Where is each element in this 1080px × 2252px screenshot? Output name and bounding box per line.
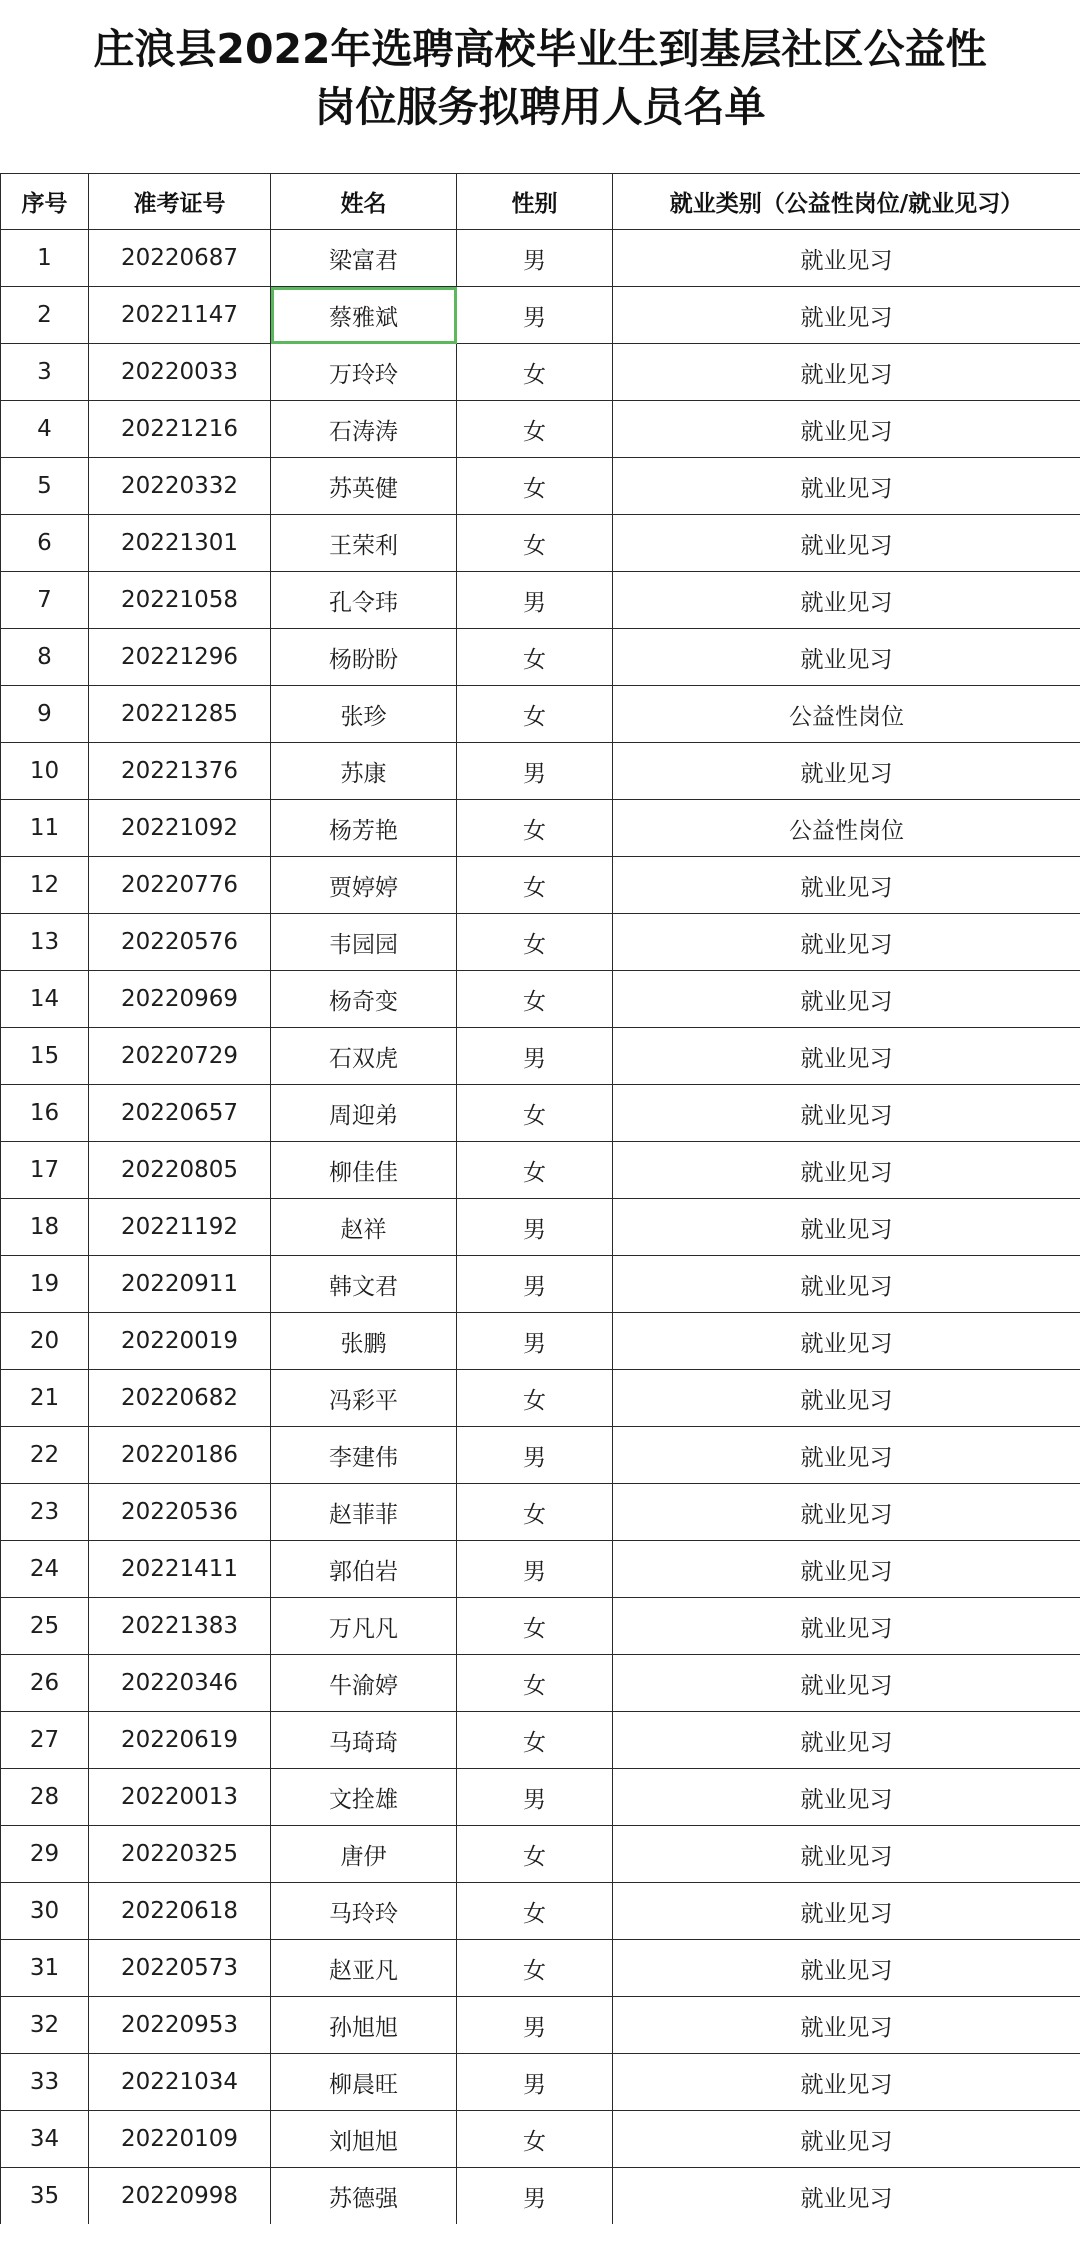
exam-id-cell[interactable]: 20220657 (89, 1085, 271, 1142)
name-cell[interactable]: 刘旭旭 (271, 2111, 457, 2168)
header-exam-id: 准考证号 (89, 174, 271, 230)
seq-cell[interactable]: 2 (1, 287, 89, 344)
category-cell[interactable]: 就业见习 (613, 743, 1080, 800)
category-cell[interactable]: 就业见习 (613, 1085, 1080, 1142)
category-cell[interactable]: 就业见习 (613, 914, 1080, 971)
gender-cell[interactable]: 女 (457, 515, 613, 572)
category-cell[interactable]: 就业见习 (613, 1598, 1080, 1655)
exam-id-cell[interactable]: 20220953 (89, 1997, 271, 2054)
category-cell[interactable]: 就业见习 (613, 2168, 1080, 2225)
gender-cell[interactable]: 男 (457, 287, 613, 344)
seq-cell[interactable]: 23 (1, 1484, 89, 1541)
exam-id-cell[interactable]: 20221301 (89, 515, 271, 572)
exam-id-cell[interactable]: 20221147 (89, 287, 271, 344)
seq-cell[interactable]: 15 (1, 1028, 89, 1085)
exam-id-cell[interactable]: 20221383 (89, 1598, 271, 1655)
exam-id-cell[interactable]: 20220911 (89, 1256, 271, 1313)
table-row (1, 1598, 1080, 1655)
name-cell[interactable]: 万凡凡 (271, 1598, 457, 1655)
seq-cell[interactable]: 26 (1, 1655, 89, 1712)
exam-id-cell[interactable]: 20220805 (89, 1142, 271, 1199)
table-row (1, 230, 1080, 287)
seq-cell[interactable]: 4 (1, 401, 89, 458)
table-row (1, 914, 1080, 971)
category-cell[interactable]: 就业见习 (613, 515, 1080, 572)
table-row (1, 1769, 1080, 1826)
name-cell[interactable]: 韦园园 (271, 914, 457, 971)
seq-cell[interactable]: 29 (1, 1826, 89, 1883)
seq-cell[interactable]: 19 (1, 1256, 89, 1313)
exam-id-cell[interactable]: 20221411 (89, 1541, 271, 1598)
gender-cell[interactable]: 女 (457, 1826, 613, 1883)
table-row (1, 629, 1080, 686)
table-row (1, 1370, 1080, 1427)
document-title (0, 20, 1080, 136)
table-row (1, 1484, 1080, 1541)
seq-cell[interactable]: 18 (1, 1199, 89, 1256)
gender-cell[interactable]: 男 (457, 1313, 613, 1370)
name-cell[interactable]: 张珍 (271, 686, 457, 743)
gender-cell[interactable]: 男 (457, 2168, 613, 2225)
name-cell[interactable]: 杨盼盼 (271, 629, 457, 686)
category-cell[interactable]: 就业见习 (613, 572, 1080, 629)
roster-table (0, 173, 1080, 2224)
table-row (1, 572, 1080, 629)
table-row (1, 1940, 1080, 1997)
name-cell[interactable]: 柳晨旺 (271, 2054, 457, 2111)
seq-cell[interactable]: 34 (1, 2111, 89, 2168)
name-cell[interactable]: 孔令玮 (271, 572, 457, 629)
table-row (1, 971, 1080, 1028)
name-cell[interactable]: 苏英健 (271, 458, 457, 515)
name-cell[interactable]: 石涛涛 (271, 401, 457, 458)
category-cell[interactable]: 就业见习 (613, 1712, 1080, 1769)
exam-id-cell[interactable]: 20221034 (89, 2054, 271, 2111)
table-row (1, 1256, 1080, 1313)
gender-cell[interactable]: 男 (457, 1028, 613, 1085)
category-cell[interactable]: 就业见习 (613, 971, 1080, 1028)
table-row (1, 344, 1080, 401)
exam-id-cell[interactable]: 20220536 (89, 1484, 271, 1541)
seq-cell[interactable]: 21 (1, 1370, 89, 1427)
exam-id-cell[interactable]: 20221192 (89, 1199, 271, 1256)
seq-cell[interactable]: 1 (1, 230, 89, 287)
table-row (1, 1313, 1080, 1370)
exam-id-cell[interactable]: 20220729 (89, 1028, 271, 1085)
exam-id-cell[interactable]: 20221296 (89, 629, 271, 686)
gender-cell[interactable]: 女 (457, 1940, 613, 1997)
gender-cell[interactable]: 女 (457, 2111, 613, 2168)
name-cell[interactable]: 杨芳艳 (271, 800, 457, 857)
exam-id-cell[interactable]: 20220013 (89, 1769, 271, 1826)
name-cell[interactable]: 赵祥 (271, 1199, 457, 1256)
table-row (1, 1541, 1080, 1598)
seq-cell[interactable]: 27 (1, 1712, 89, 1769)
table-row (1, 2111, 1080, 2168)
header-seq: 序号 (1, 174, 89, 230)
exam-id-cell[interactable]: 20220682 (89, 1370, 271, 1427)
exam-id-cell[interactable]: 20220776 (89, 857, 271, 914)
name-cell[interactable]: 柳佳佳 (271, 1142, 457, 1199)
table-row (1, 1883, 1080, 1940)
table-row (1, 1655, 1080, 1712)
category-cell[interactable]: 就业见习 (613, 2111, 1080, 2168)
seq-cell[interactable]: 7 (1, 572, 89, 629)
category-cell[interactable]: 就业见习 (613, 1655, 1080, 1712)
gender-cell[interactable]: 男 (457, 1256, 613, 1313)
name-cell[interactable]: 周迎弟 (271, 1085, 457, 1142)
exam-id-cell[interactable]: 20220033 (89, 344, 271, 401)
exam-id-cell[interactable]: 20220619 (89, 1712, 271, 1769)
table-row (1, 1085, 1080, 1142)
exam-id-cell[interactable]: 20221216 (89, 401, 271, 458)
name-cell[interactable]: 苏德强 (271, 2168, 457, 2225)
seq-cell[interactable]: 32 (1, 1997, 89, 2054)
seq-cell[interactable]: 22 (1, 1427, 89, 1484)
name-cell[interactable]: 唐伊 (271, 1826, 457, 1883)
table-row (1, 287, 1080, 344)
table-header-row (1, 174, 1080, 230)
exam-id-cell[interactable]: 20220325 (89, 1826, 271, 1883)
category-cell[interactable]: 就业见习 (613, 344, 1080, 401)
category-cell[interactable]: 就业见习 (613, 1541, 1080, 1598)
exam-id-cell[interactable]: 20221058 (89, 572, 271, 629)
seq-cell[interactable]: 6 (1, 515, 89, 572)
gender-cell[interactable]: 男 (457, 230, 613, 287)
title-line-2: 岗位服务拟聘用人员名单 (314, 83, 766, 131)
exam-id-cell[interactable]: 20221092 (89, 800, 271, 857)
seq-cell[interactable]: 33 (1, 2054, 89, 2111)
name-cell[interactable]: 韩文君 (271, 1256, 457, 1313)
exam-id-cell[interactable]: 20221376 (89, 743, 271, 800)
table-row (1, 1199, 1080, 1256)
title-line-1: 庄浪县2022年选聘高校毕业生到基层社区公益性 (93, 25, 987, 73)
header-category: 就业类别（公益性岗位/就业见习） (613, 174, 1080, 230)
name-cell[interactable]: 王荣利 (271, 515, 457, 572)
exam-id-cell[interactable]: 20220346 (89, 1655, 271, 1712)
table-row (1, 2168, 1080, 2225)
seq-cell[interactable]: 8 (1, 629, 89, 686)
category-cell[interactable]: 就业见习 (613, 1883, 1080, 1940)
category-cell[interactable]: 就业见习 (613, 857, 1080, 914)
seq-cell[interactable]: 5 (1, 458, 89, 515)
roster-table-body (1, 230, 1080, 2225)
category-cell[interactable]: 就业见习 (613, 401, 1080, 458)
gender-cell[interactable]: 女 (457, 1655, 613, 1712)
gender-cell[interactable]: 女 (457, 857, 613, 914)
seq-cell[interactable]: 11 (1, 800, 89, 857)
category-cell[interactable]: 就业见习 (613, 1370, 1080, 1427)
category-cell[interactable]: 就业见习 (613, 1199, 1080, 1256)
gender-cell[interactable]: 女 (457, 1370, 613, 1427)
exam-id-cell[interactable]: 20220186 (89, 1427, 271, 1484)
gender-cell[interactable]: 女 (457, 344, 613, 401)
name-cell[interactable]: 牛渝婷 (271, 1655, 457, 1712)
exam-id-cell[interactable]: 20220998 (89, 2168, 271, 2225)
seq-cell[interactable]: 16 (1, 1085, 89, 1142)
table-row (1, 1826, 1080, 1883)
name-cell[interactable]: 梁富君 (271, 230, 457, 287)
name-cell[interactable]: 马琦琦 (271, 1712, 457, 1769)
category-cell[interactable]: 就业见习 (613, 458, 1080, 515)
gender-cell[interactable]: 女 (457, 1142, 613, 1199)
category-cell[interactable]: 就业见习 (613, 1028, 1080, 1085)
name-cell[interactable]: 杨奇变 (271, 971, 457, 1028)
category-cell[interactable]: 公益性岗位 (613, 686, 1080, 743)
seq-cell[interactable]: 14 (1, 971, 89, 1028)
category-cell[interactable]: 就业见习 (613, 1313, 1080, 1370)
table-row (1, 1142, 1080, 1199)
gender-cell[interactable]: 女 (457, 800, 613, 857)
gender-cell[interactable]: 女 (457, 686, 613, 743)
gender-cell[interactable]: 女 (457, 1883, 613, 1940)
seq-cell[interactable]: 10 (1, 743, 89, 800)
category-cell[interactable]: 就业见习 (613, 1997, 1080, 2054)
selected-name-cell[interactable]: 蔡雅斌 (271, 287, 457, 344)
seq-cell[interactable]: 25 (1, 1598, 89, 1655)
category-cell[interactable]: 就业见习 (613, 1256, 1080, 1313)
category-cell[interactable]: 就业见习 (613, 1484, 1080, 1541)
category-cell[interactable]: 就业见习 (613, 1427, 1080, 1484)
gender-cell[interactable]: 男 (457, 572, 613, 629)
table-row (1, 686, 1080, 743)
gender-cell[interactable]: 女 (457, 1712, 613, 1769)
category-cell[interactable]: 就业见习 (613, 1769, 1080, 1826)
name-cell[interactable]: 张鹏 (271, 1313, 457, 1370)
table-row (1, 800, 1080, 857)
table-row (1, 458, 1080, 515)
exam-id-cell[interactable]: 20220573 (89, 1940, 271, 1997)
category-cell[interactable]: 就业见习 (613, 1940, 1080, 1997)
table-row (1, 515, 1080, 572)
table-row (1, 2054, 1080, 2111)
table-row (1, 401, 1080, 458)
gender-cell[interactable]: 男 (457, 1997, 613, 2054)
name-cell[interactable]: 李建伟 (271, 1427, 457, 1484)
category-cell[interactable]: 就业见习 (613, 1826, 1080, 1883)
gender-cell[interactable]: 女 (457, 1085, 613, 1142)
category-cell[interactable]: 就业见习 (613, 2054, 1080, 2111)
header-gender: 性别 (457, 174, 613, 230)
name-cell[interactable]: 石双虎 (271, 1028, 457, 1085)
gender-cell[interactable]: 女 (457, 1484, 613, 1541)
header-name: 姓名 (271, 174, 457, 230)
name-cell[interactable]: 苏康 (271, 743, 457, 800)
category-cell[interactable]: 公益性岗位 (613, 800, 1080, 857)
gender-cell[interactable]: 女 (457, 458, 613, 515)
seq-cell[interactable]: 30 (1, 1883, 89, 1940)
exam-id-cell[interactable]: 20220019 (89, 1313, 271, 1370)
name-cell[interactable]: 冯彩平 (271, 1370, 457, 1427)
category-cell[interactable]: 就业见习 (613, 629, 1080, 686)
name-cell[interactable]: 文拴雄 (271, 1769, 457, 1826)
seq-cell[interactable]: 13 (1, 914, 89, 971)
name-cell[interactable]: 贾婷婷 (271, 857, 457, 914)
name-cell[interactable]: 孙旭旭 (271, 1997, 457, 2054)
gender-cell[interactable]: 女 (457, 971, 613, 1028)
gender-cell[interactable]: 女 (457, 401, 613, 458)
seq-cell[interactable]: 35 (1, 2168, 89, 2225)
category-cell[interactable]: 就业见习 (613, 287, 1080, 344)
gender-cell[interactable]: 女 (457, 914, 613, 971)
name-cell[interactable]: 万玲玲 (271, 344, 457, 401)
table-row (1, 1427, 1080, 1484)
gender-cell[interactable]: 男 (457, 1427, 613, 1484)
gender-cell[interactable]: 女 (457, 629, 613, 686)
name-cell[interactable]: 赵亚凡 (271, 1940, 457, 1997)
category-cell[interactable]: 就业见习 (613, 1142, 1080, 1199)
gender-cell[interactable]: 女 (457, 1598, 613, 1655)
gender-cell[interactable]: 男 (457, 1769, 613, 1826)
table-row (1, 1028, 1080, 1085)
seq-cell[interactable]: 17 (1, 1142, 89, 1199)
table-row (1, 743, 1080, 800)
exam-id-cell[interactable]: 20221285 (89, 686, 271, 743)
gender-cell[interactable]: 男 (457, 743, 613, 800)
name-cell[interactable]: 赵菲菲 (271, 1484, 457, 1541)
table-row (1, 857, 1080, 914)
seq-cell[interactable]: 24 (1, 1541, 89, 1598)
gender-cell[interactable]: 男 (457, 1541, 613, 1598)
exam-id-cell[interactable]: 20220109 (89, 2111, 271, 2168)
seq-cell[interactable]: 9 (1, 686, 89, 743)
exam-id-cell[interactable]: 20220618 (89, 1883, 271, 1940)
seq-cell[interactable]: 3 (1, 344, 89, 401)
seq-cell[interactable]: 31 (1, 1940, 89, 1997)
category-cell[interactable]: 就业见习 (613, 230, 1080, 287)
exam-id-cell[interactable]: 20220576 (89, 914, 271, 971)
table-row (1, 1712, 1080, 1769)
seq-cell[interactable]: 12 (1, 857, 89, 914)
gender-cell[interactable]: 男 (457, 2054, 613, 2111)
gender-cell[interactable]: 男 (457, 1199, 613, 1256)
exam-id-cell[interactable]: 20220969 (89, 971, 271, 1028)
seq-cell[interactable]: 28 (1, 1769, 89, 1826)
name-cell[interactable]: 郭伯岩 (271, 1541, 457, 1598)
exam-id-cell[interactable]: 20220332 (89, 458, 271, 515)
seq-cell[interactable]: 20 (1, 1313, 89, 1370)
exam-id-cell[interactable]: 20220687 (89, 230, 271, 287)
table-row (1, 1997, 1080, 2054)
name-cell[interactable]: 马玲玲 (271, 1883, 457, 1940)
